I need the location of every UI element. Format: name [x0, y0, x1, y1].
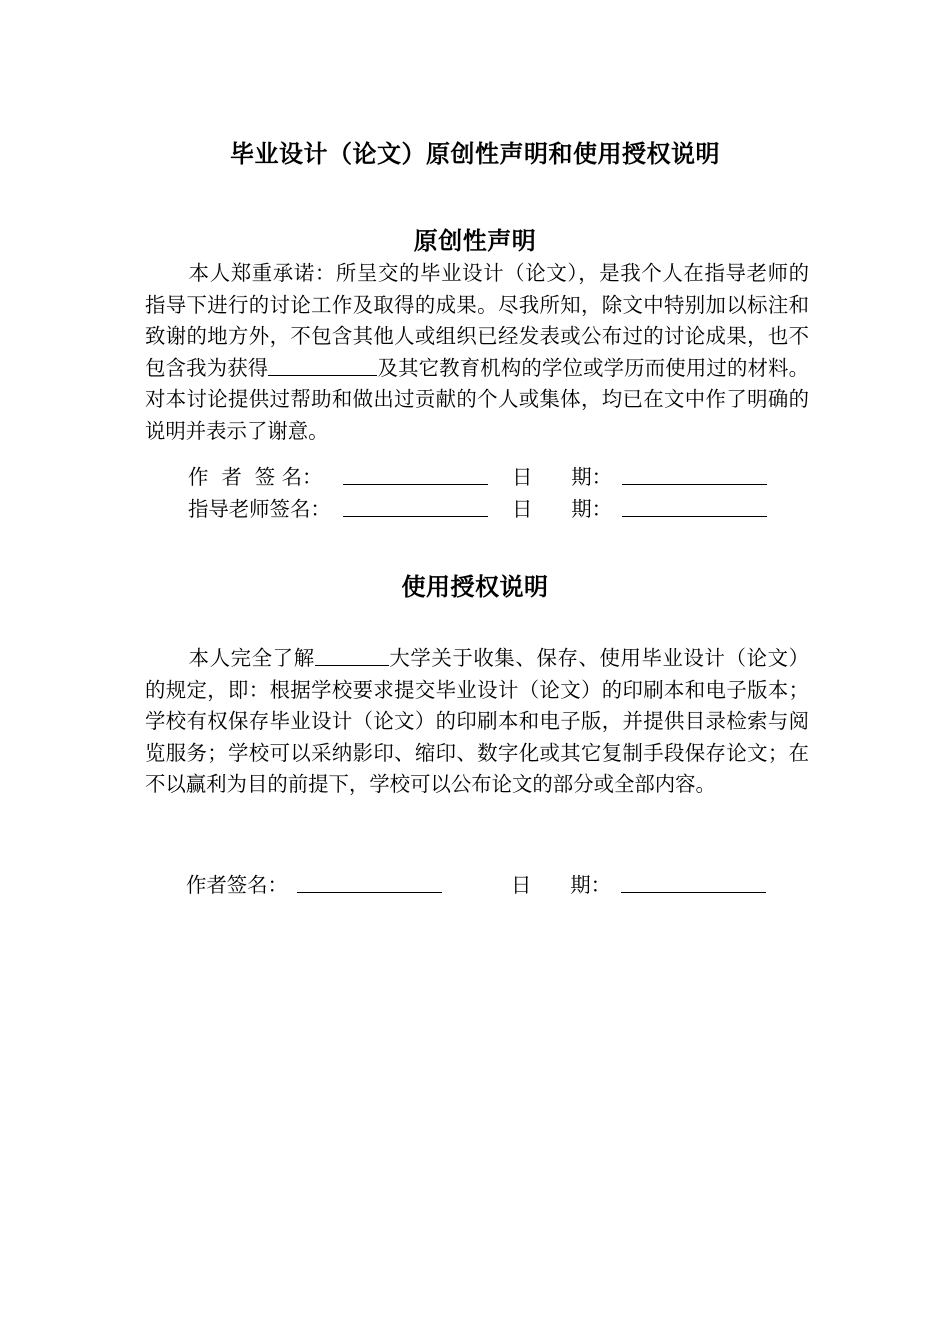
authorization-date-label: 日 期：: [511, 873, 612, 897]
document-title: 毕业设计（论文）原创性声明和使用授权说明: [230, 139, 720, 168]
degree-blank-line: [268, 355, 377, 376]
authorization-sign-label: 作者签名：: [186, 873, 288, 897]
advisor-signature-row: [0, 494, 950, 524]
university-blank-line: [315, 645, 389, 666]
author-sign-label: 作 者 签 名：: [188, 465, 323, 489]
authorization-signature-row: [0, 870, 950, 900]
advisor-sign-label: 指导老师签名：: [188, 497, 331, 521]
authorization-text-part2: 大学关于收集、保存、使用毕业设计（论文）的规定，即：根据学校要求提交毕业设计（论文）的印刷本和电子版本；学校有权保存毕业设计（论文）的印刷本和电子版，并提供目录检索与阅览服务；学校可以采纳影印、缩印、数字化或其它复制手段保存论文；在不以赢利为目的前提下，学校可以公布论文的部分或全部内容。: [145, 646, 810, 796]
advisor-date-line: [622, 516, 767, 517]
advisor-sign-line: [343, 516, 488, 517]
authorization-sign-line: [297, 892, 442, 893]
originality-text-part2: 及其它教育机构的学位或学历而使用过的材料。对本讨论提供过帮助和做出过贡献的个人或集体，均已在文中作了明确的说明并表示了谢意。: [145, 355, 810, 443]
authorization-text-part1: 本人完全了解: [188, 646, 315, 670]
authorization-section-title: 使用授权说明: [401, 572, 549, 601]
authorization-statement: [145, 643, 809, 801]
author-sign-line: [343, 484, 488, 485]
originality-text-part1: 本人郑重承诺：所呈交的毕业设计（论文），是我个人在指导老师的指导下进行的讨论工作及取得的成果。尽我所知，除文中特别加以标注和致谢的地方外，不包含其他人或组织已经发表或公布过的讨论成果，也不包含我为获得: [145, 261, 809, 380]
authorization-date-line: [621, 892, 766, 893]
originality-section-title: 原创性声明: [413, 226, 537, 255]
author-date-line: [622, 484, 767, 485]
originality-statement: [145, 258, 809, 447]
author-signature-row: [0, 462, 950, 492]
author-date-label: 日 期：: [512, 465, 613, 489]
advisor-date-label: 日 期：: [512, 497, 613, 521]
